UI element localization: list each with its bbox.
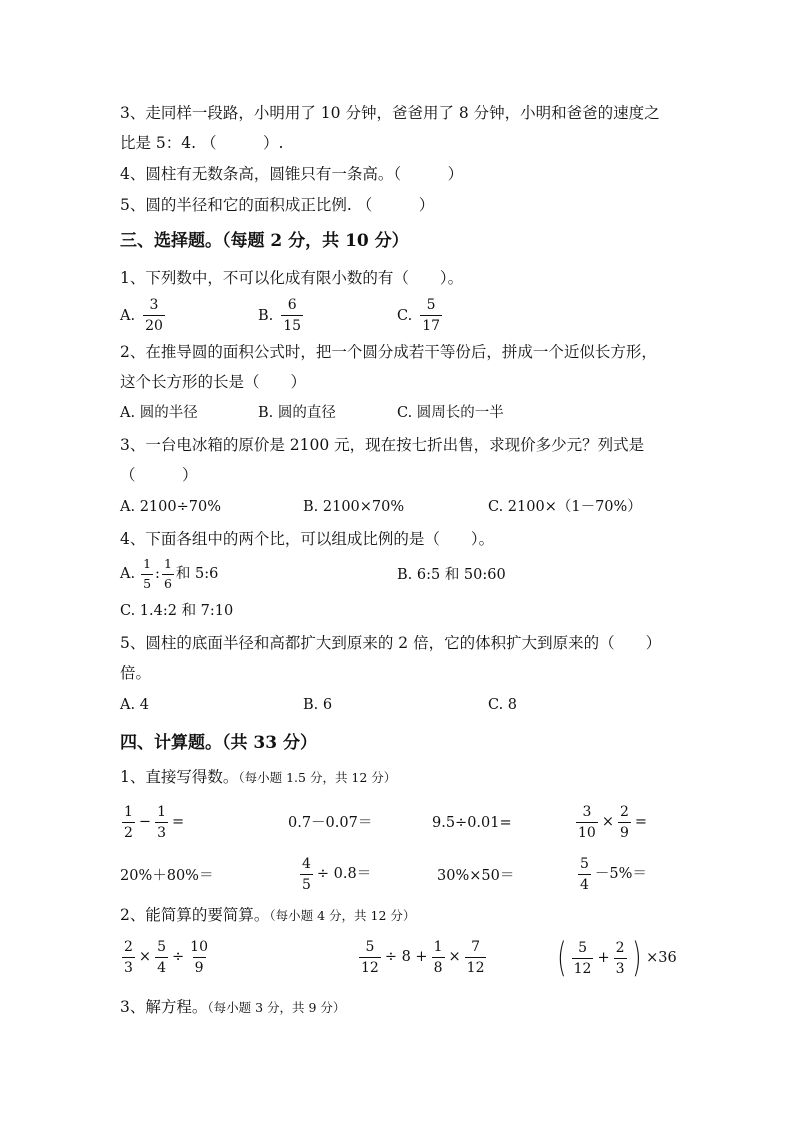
numerator: 3 bbox=[582, 804, 592, 820]
option-label: B. bbox=[258, 307, 274, 324]
fraction bbox=[300, 857, 313, 892]
denominator: 10 bbox=[576, 822, 598, 840]
expression-text: ÷ 0.8＝ bbox=[316, 866, 372, 883]
equals: = bbox=[634, 814, 648, 831]
operator: − bbox=[138, 814, 152, 831]
option-text: 和 5:6 bbox=[175, 566, 219, 582]
fraction bbox=[420, 298, 442, 333]
expression-text: 30%×50＝ bbox=[437, 868, 515, 884]
denominator: 12 bbox=[572, 958, 594, 976]
calc-s1-expr-5 bbox=[120, 869, 213, 884]
calc-s1-expr-2 bbox=[288, 816, 372, 831]
denominator: 9 bbox=[193, 957, 206, 975]
denominator: 12 bbox=[465, 957, 487, 975]
calc-s2-expr-1 bbox=[120, 940, 212, 975]
fraction bbox=[155, 805, 168, 840]
fraction bbox=[141, 558, 153, 590]
numerator: 2 bbox=[124, 939, 133, 955]
choice-q4-option-c: C. 1.4:2 和 7:10 bbox=[120, 603, 234, 619]
choice-q5-stem-line2: 倍。 bbox=[120, 664, 152, 682]
judge-q3-line1: 3、走同样一段路，小明用了 10 分钟，爸爸用了 8 分钟，小明和爸爸的速度之 bbox=[120, 104, 660, 122]
choice-q2-stem-line1: 2、在推导圆的面积公式时，把一个圆分成若干等份后，拼成一个近似长方形， bbox=[120, 343, 657, 361]
numerator: 2 bbox=[615, 939, 625, 956]
fraction bbox=[143, 298, 165, 333]
option-label: A. bbox=[120, 566, 136, 582]
calc-s1-expr-1 bbox=[120, 805, 186, 840]
numerator: 5 bbox=[365, 939, 375, 955]
fraction bbox=[432, 940, 445, 975]
calc-s2-expr-3 bbox=[554, 935, 679, 981]
calc-s1-expr-8 bbox=[576, 857, 649, 892]
denominator: 12 bbox=[359, 957, 381, 975]
choice-q3-option-a: A. 2100÷70% bbox=[120, 499, 221, 515]
fraction bbox=[188, 940, 210, 975]
numerator: 5 bbox=[580, 856, 589, 872]
operator: + bbox=[597, 949, 610, 966]
expression-text: ×36 bbox=[646, 949, 677, 966]
option-label: C. bbox=[397, 307, 413, 324]
fraction bbox=[281, 298, 303, 333]
denominator: 9 bbox=[618, 822, 631, 840]
choice-q2-option-b: B. 圆的直径 bbox=[258, 405, 336, 421]
numerator: 10 bbox=[190, 939, 208, 955]
numerator: 4 bbox=[302, 856, 311, 872]
denominator: 3 bbox=[122, 957, 135, 975]
expression-text: 20%＋80%＝ bbox=[120, 868, 214, 884]
choice-q4-stem: 4、下面各组中的两个比，可以组成比例的是（ ）。 bbox=[120, 530, 495, 548]
numerator: 1 bbox=[157, 804, 166, 820]
denominator: 20 bbox=[143, 315, 165, 333]
choice-q1-stem: 1、下列数中，不可以化成有限小数的有（ ）。 bbox=[120, 269, 464, 287]
section-calc-heading: 四、计算题。（共 33 分） bbox=[120, 733, 317, 753]
numerator: 1 bbox=[433, 939, 443, 955]
section-choice-heading: 三、选择题。（每题 2 分，共 10 分） bbox=[120, 231, 409, 251]
calc-s1-expr-6 bbox=[298, 857, 373, 892]
fraction bbox=[578, 857, 591, 892]
ratio-colon: : bbox=[155, 566, 160, 582]
calc-s1-expr-7 bbox=[437, 869, 514, 884]
numerator: 1 bbox=[163, 556, 172, 571]
numerator: 5 bbox=[578, 939, 587, 956]
fraction bbox=[359, 940, 381, 975]
fraction bbox=[122, 940, 135, 975]
choice-q5-option-b: B. 6 bbox=[303, 697, 333, 713]
denominator: 8 bbox=[432, 957, 445, 975]
score-note: （每小题 1.5 分，共 12 分） bbox=[238, 770, 397, 785]
fraction bbox=[162, 558, 174, 590]
fraction bbox=[122, 805, 135, 840]
choice-q1-option-b bbox=[258, 298, 305, 333]
operator: × bbox=[601, 814, 614, 831]
choice-q1-option-a bbox=[120, 298, 167, 333]
right-paren: ) bbox=[631, 935, 642, 981]
choice-q4-option-b: B. 6:5 和 50:60 bbox=[397, 567, 506, 583]
numerator: 5 bbox=[157, 939, 166, 955]
calc-s1-expr-4 bbox=[574, 805, 649, 840]
denominator: 4 bbox=[155, 957, 168, 975]
numerator: 2 bbox=[619, 804, 629, 820]
equals: = bbox=[172, 814, 185, 831]
calc-s2-expr-2 bbox=[357, 940, 488, 975]
fraction bbox=[465, 940, 487, 975]
fraction bbox=[572, 941, 594, 976]
choice-q4-option-a bbox=[120, 558, 218, 590]
operator: ÷ bbox=[172, 949, 185, 966]
expression-text: 0.7－0.07＝ bbox=[288, 815, 373, 831]
fraction bbox=[155, 940, 168, 975]
choice-q3-option-c: C. 2100×（1－70%） bbox=[488, 499, 642, 515]
fraction bbox=[614, 941, 627, 976]
denominator: 3 bbox=[614, 958, 627, 976]
option-label: A. bbox=[120, 307, 136, 324]
choice-q1-option-c bbox=[397, 298, 444, 333]
numerator: 3 bbox=[149, 297, 159, 313]
choice-q5-option-a: A. 4 bbox=[120, 697, 149, 713]
judge-q4: 4、圆柱有无数条高，圆锥只有一条高。（ ） bbox=[120, 165, 464, 183]
score-note: （每小题 4 分，共 12 分） bbox=[269, 908, 416, 923]
numerator: 6 bbox=[287, 297, 297, 313]
denominator: 4 bbox=[578, 874, 591, 892]
denominator: 17 bbox=[420, 315, 442, 333]
subsection-title: 3、解方程。 bbox=[120, 998, 208, 1016]
fraction bbox=[576, 805, 598, 840]
denominator: 15 bbox=[281, 315, 303, 333]
calc-s1-expr-3 bbox=[432, 816, 512, 831]
fraction bbox=[618, 805, 631, 840]
calc-s1-title bbox=[120, 767, 396, 788]
denominator: 6 bbox=[163, 575, 172, 591]
operator: × bbox=[138, 949, 152, 966]
numerator: 5 bbox=[426, 297, 436, 313]
operator: ÷ 8 + bbox=[384, 949, 428, 966]
judge-q3-line2: 比是 5：4. （ ）. bbox=[120, 134, 284, 152]
operator: × bbox=[448, 949, 461, 966]
choice-q3-stem-line2: （ ） bbox=[120, 466, 198, 484]
expression-text: 9.5÷0.01= bbox=[432, 815, 512, 831]
calc-s2-title bbox=[120, 905, 415, 926]
denominator: 5 bbox=[143, 575, 152, 591]
score-note: （每小题 3 分，共 9 分） bbox=[207, 1000, 346, 1015]
calc-s3-title bbox=[120, 997, 345, 1018]
expression-text: －5%＝ bbox=[594, 866, 647, 883]
subsection-title: 1、直接写得数。 bbox=[120, 768, 239, 786]
choice-q5-stem-line1: 5、圆柱的底面半径和高都扩大到原来的 2 倍，它的体积扩大到原来的（ ） bbox=[120, 634, 662, 652]
judge-q5: 5、圆的半径和它的面积成正比例. （ ） bbox=[120, 196, 435, 214]
denominator: 3 bbox=[155, 822, 168, 840]
choice-q2-stem-line2: 这个长方形的长是（ ） bbox=[120, 373, 307, 391]
choice-q3-option-b: B. 2100×70% bbox=[303, 499, 405, 515]
numerator: 1 bbox=[124, 804, 133, 820]
subsection-title: 2、能简算的要简算。 bbox=[120, 906, 270, 924]
choice-q5-option-c: C. 8 bbox=[488, 697, 518, 713]
choice-q3-stem-line1: 3、一台电冰箱的原价是 2100 元，现在按七折出售，求现价多少元？列式是 bbox=[120, 436, 645, 454]
numerator: 7 bbox=[471, 939, 481, 955]
choice-q2-option-a: A. 圆的半径 bbox=[120, 405, 198, 421]
denominator: 5 bbox=[300, 874, 313, 892]
denominator: 2 bbox=[122, 822, 135, 840]
choice-q2-option-c: C. 圆周长的一半 bbox=[397, 405, 504, 421]
numerator: 1 bbox=[143, 556, 152, 571]
left-paren: ( bbox=[557, 935, 567, 981]
